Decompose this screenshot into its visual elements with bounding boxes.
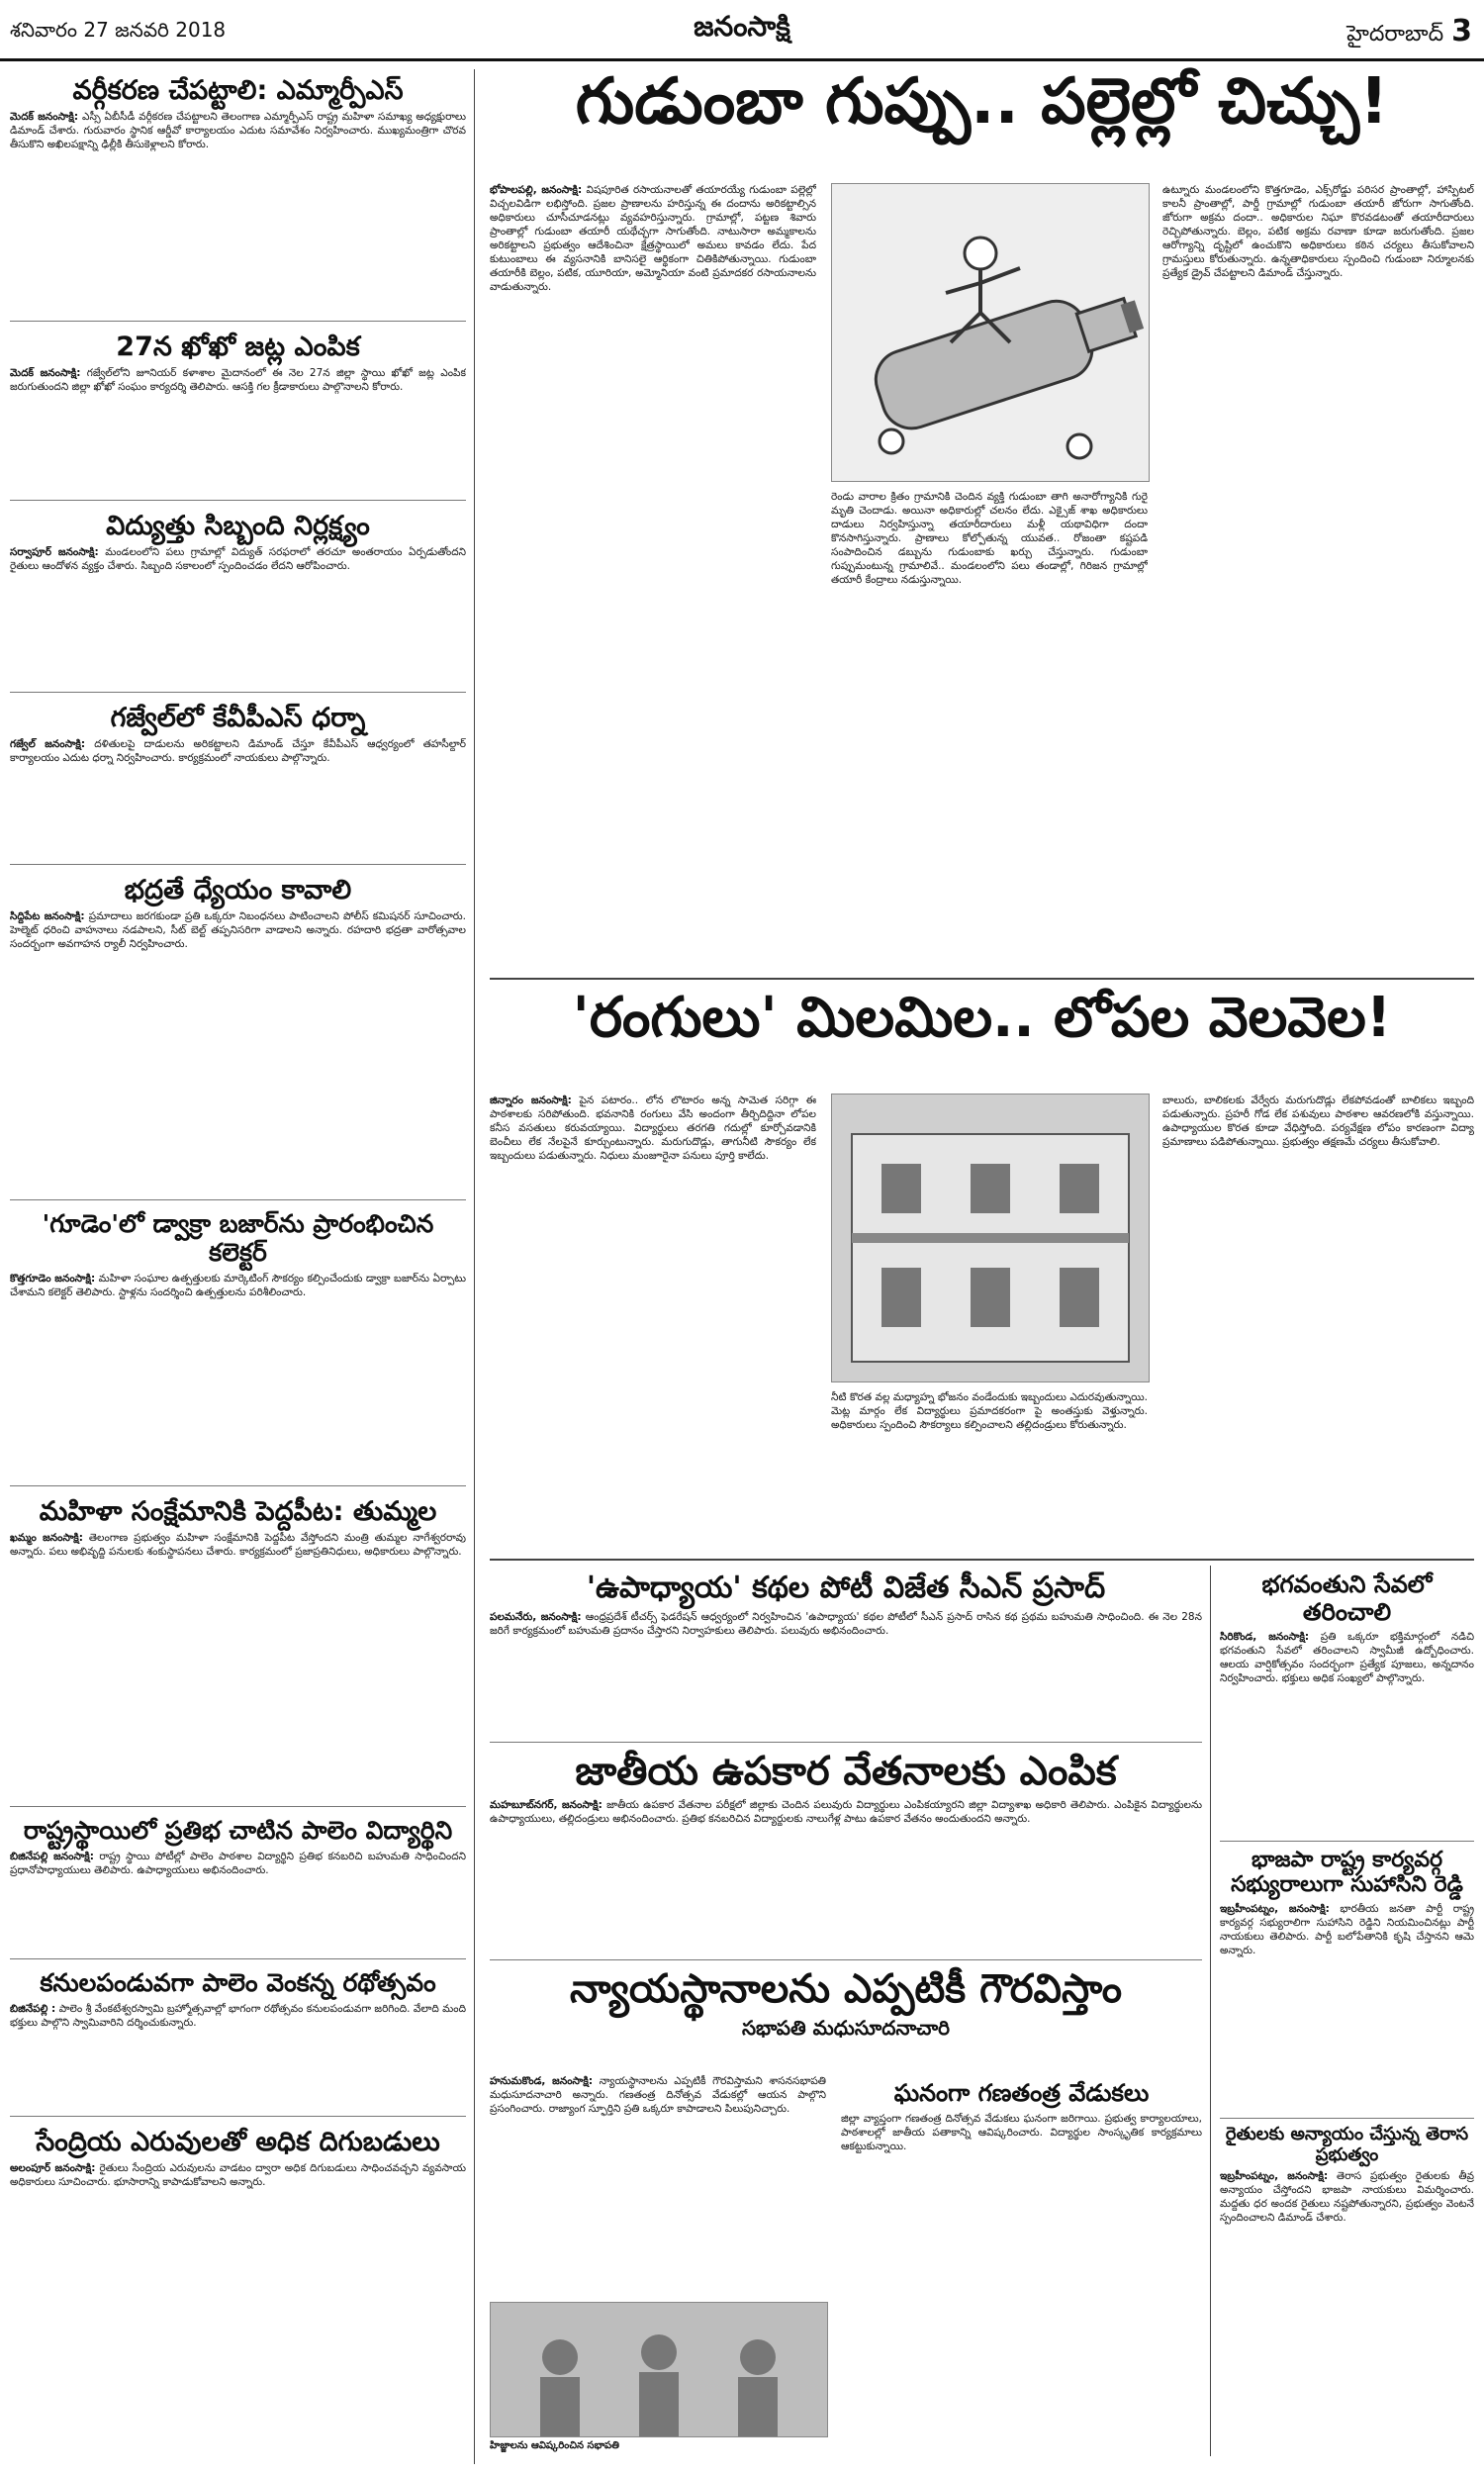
issue-date: శనివారం 27 జనవరి 2018 bbox=[10, 18, 227, 42]
story-headline: గజ్వేల్‌లో కేవీపీఎస్ ధర్నా bbox=[110, 703, 366, 733]
story-headline: 'గూడెం'లో డ్వాక్రా బజార్‌ను ప్రారంభించిన కలెక్టర్ bbox=[42, 1209, 434, 1267]
top-story-headline: గుడుంబా గుప్పు.. పల్లెల్లో చిచ్చు! bbox=[575, 65, 1389, 139]
story-headline: కనులపండువగా పాలెం వెంకన్న రథోత్సవం bbox=[40, 1968, 436, 1997]
brand-name: జనంసాక్షి bbox=[694, 10, 790, 43]
story-palem-rathotsavam bbox=[10, 1963, 466, 2117]
bjp-body: ఇబ్రహీంపట్నం, జనంసాక్షి: భారతీయ జనతా పార్టీ రాష్ట్ర కార్యవర్గ సభ్యురాలిగా సుహాసిని రెడ్డిని నియమించినట్లు పార్టీ నాయకులు తెలిపారు. పార్టీ బలోపేతానికి కృషి చేస్తానని ఆమె అన్నారు. bbox=[1220, 1902, 1474, 1956]
bhagavanta-headline: భగవంతుని సేవలో తరించాలి bbox=[1261, 1571, 1433, 1626]
story-headline: రాష్ట్రస్థాయిలో ప్రతిభ చాటిన పాలెం విద్యార్థిని bbox=[23, 1816, 453, 1845]
divider bbox=[490, 978, 1474, 980]
top-story-col2: రెండు వారాల క్రితం గ్రామానికి చెందిన వ్యక్తి గుడుంబా తాగి అనారోగ్యానికి గురై మృతి చెందాడు. అయినా అధికారుల్లో చలనం లేదు. ఎక్సైజ్ శాఖ అధికారులు దాడులు నిర్వహిస్తున్నా తయారీదారులు మళ్లీ యథావిధిగా దందా కొనసాగిస్తున్నారు. ప్రాణాలు కోల్పోతున్న యువత.. రోజంతా కష్టపడి సంపాదించిన డబ్బును గుడుంబాకు ఖర్చు చేస్తున్నారు. గుడుంబా గుప్పుమంటున్న గ్రామాలివే.. మండలంలోని పలు తండాల్లో, గిరిజన గ్రామాల్లో తయారీ కేంద్రాలు నడుస్తున్నాయి. bbox=[831, 491, 1148, 586]
story-body: సిద్దిపేట జనంసాక్షి: ప్రమాదాలు జరగకుండా ప్రతి ఒక్కరూ నిబంధనలు పాటించాలని పోలీస్ కమిషనర్ సూచించారు. హెల్మెట్ ధరించి వాహనాలు నడపాలని, సీట్ బెల్ట్ తప్పనిసరిగా వాడాలని అన్నారు. రహదారి భద్రతా వారోత్సవాల సందర్భంగా అవగాహన ర్యాలీ నిర్వహించారు. bbox=[10, 910, 466, 951]
city-name: హైదరాబాద్ bbox=[1346, 22, 1444, 47]
story-headline: సేంద్రియ ఎరువులతో అధిక దిగుబడులు bbox=[36, 2127, 440, 2157]
story-electricity bbox=[10, 505, 466, 693]
top-story-col1: భోపాలపల్లి, జనంసాక్షి: విషపూరిత రసాయనాలతో తయారయ్యే గుడుంబా పల్లెల్లో విచ్చలవిడిగా లభిస్తోంది. ప్రజల ప్రాణాలను హరిస్తున్న ఈ దందాను అరికట్టాల్సిన అధికారులు చూసీచూడనట్లు వ్యవహరిస్తున్నారు. గ్రామాల్లో, పట్టణ శివారు ప్రాంతాల్లో గుడుంబా తయారీ యథేచ్ఛగా సాగుతోంది. నాటుసారా అమ్మకాలను అరికట్టాలని ప్రభుత్వం ఆదేశించినా క్షేత్రస్థాయిలో అమలు కావడం లేదు. పేద కుటుంబాలు ఈ వ్యసనానికి బానిసలై ఆర్థికంగా చితికిపోతున్నాయి. గుడుంబా తయారీకి బెల్లం, పటిక, యూరియా, అమ్మోనియా వంటి ప్రమాదకర రసాయనాలను వాడుతున్నారు. bbox=[490, 184, 816, 293]
left-column bbox=[10, 69, 475, 2464]
justice-story bbox=[490, 1959, 1202, 2454]
story-body: బిజినేపల్లి జనంసాక్షి: రాష్ట్ర స్థాయి పోటీల్లో పాలెం పాఠశాల విద్యార్థిని ప్రతిభ కనబరిచి బహుమతి సాధించిందని ప్రధానోపాధ్యాయులు తెలిపారు. ఉపాధ్యాయులు అభినందించారు. bbox=[10, 1850, 466, 1876]
story-dwcra-bazaar bbox=[10, 1204, 466, 1486]
upadhyaya-body: పలమనేరు, జనంసాక్షి: ఆంధ్రప్రదేశ్ టీచర్స్ ఫెడరేషన్ ఆధ్వర్యంలో నిర్వహించిన 'ఉపాధ్యాయ' కథల పోటీలో సీఎన్ ప్రసాద్ రాసిన కథ ప్రథమ బహుమతి సాధించింది. ఈ నెల 28న జరిగే కార్యక్రమంలో బహుమతి ప్రదానం చేస్తారని నిర్వాహకులు తెలిపారు. పలువురు అభినందించారు. bbox=[490, 1610, 1202, 1637]
story-headline: విద్యుత్తు సిబ్బంది నిర్లక్ష్యం bbox=[106, 511, 370, 541]
scholarship-body: మహబూబ్‌నగర్, జనంసాక్షి: జాతీయ ఉపకార వేతనాల పరీక్షలో జిల్లాకు చెందిన పలువురు విద్యార్థులు ఎంపికయ్యారని జిల్లా విద్యాశాఖ అధికారి తెలిపారు. ఎంపికైన విద్యార్థులను ఉపాధ్యాయులు, తల్లిదండ్రులు అభినందించారు. ప్రతిభ కనబరిచిన విద్యార్థులకు నాలుగేళ్ల పాటు ఉపకార వేతనం అందుతుందని అన్నారు. bbox=[490, 1799, 1202, 1825]
story-headline: వర్గీకరణ చేపట్టాలి: ఎమ్మార్పీఎస్ bbox=[72, 75, 404, 106]
justice-photo-caption: హిజ్జాలను ఆవిష్కరించిన సభాపతి bbox=[490, 2440, 619, 2451]
divider-vertical bbox=[1210, 1566, 1211, 2456]
bjp-headline: భాజపా రాష్ట్ర కార్యవర్గ సభ్యురాలుగా సుహాసిని రెడ్డి bbox=[1231, 1848, 1463, 1898]
second-story-headline: 'రంగులు' మిలమిల.. లోపల వెలవెల! bbox=[572, 986, 1392, 1050]
story-headline: 27న ఖోఖో జట్ల ఎంపిక bbox=[116, 332, 360, 362]
story-palem-student bbox=[10, 1811, 466, 1959]
bhagavanta-body: సిరికొండ, జనంసాక్షి: ప్రతి ఒక్కరూ భక్తిమార్గంలో నడిచి భగవంతుని సేవలో తరించాలని స్వామీజీ ఉద్బోధించారు. ఆలయ వార్షికోత్సవం సందర్భంగా ప్రత్యేక పూజలు, అన్నదానం నిర్వహించారు. భక్తులు అధిక సంఖ్యలో పాల్గొన్నారు. bbox=[1220, 1631, 1474, 1685]
second-story-lead: జిన్నారం జనంసాక్షి: bbox=[490, 1095, 572, 1106]
second-story-col1: జిన్నారం జనంసాక్షి: పైన పటారం.. లోన లొటారం అన్న సామెత సరిగ్గా ఈ పాఠశాలకు సరిపోతుంది. భవనానికి రంగులు వేసి అందంగా తీర్చిదిద్దినా లోపల కనీస వసతులు కరువయ్యాయి. విద్యార్థులు తరగతి గదుల్లో కూర్చోవడానికి బెంచీలు లేక నేలపైనే కూర్చుంటున్నారు. మరుగుదొడ్లు, తాగునీటి సౌకర్యం లేక ఇబ్బందులు పడుతున్నారు. నిధులు మంజూరైనా పనులు పూర్తి కాలేదు. bbox=[490, 1095, 816, 1162]
justice-headline: న్యాయస్థానాలను ఎప్పటికీ గౌరవిస్తాం bbox=[569, 1966, 1123, 2012]
story-body: గజ్వేల్ జనంసాక్షి: దళితులపై దాడులను అరికట్టాలని డిమాండ్ చేస్తూ కేవీపీఎస్ ఆధ్వర్యంలో తహసీల్దార్ కార్యాలయం ఎదుట ధర్నా నిర్వహించారు. కార్యక్రమంలో నాయకులు పాల్గొన్నారు. bbox=[10, 738, 466, 765]
justice-subhead: సభాపతి మధుసూదనాచారి bbox=[741, 2016, 951, 2040]
page-label bbox=[1346, 14, 1472, 51]
second-story-col2: నీటి కొరత వల్ల మధ్యాహ్న భోజనం వండేందుకు ఇబ్బందులు ఎదురవుతున్నాయి. మెట్ల మార్గం లేక విద్యార్థులు ప్రమాదకరంగా పై అంతస్తుకు వెళ్తున్నారు. అధికారులు స్పందించి సౌకర్యాలు కల్పించాలని తల్లిదండ్రులు కోరుతున్నారు. bbox=[831, 1391, 1148, 1431]
justice-body: హనుమకొండ, జనంసాక్షి: న్యాయస్థానాలను ఎప్పటికీ గౌరవిస్తామని శాసనసభాపతి మధుసూదనాచారి అన్నారు. గణతంత్ర దినోత్సవ వేడుకల్లో ఆయన పాల్గొని ప్రసంగించారు. రాజ్యాంగ స్ఫూర్తిని ప్రతి ఒక్కరూ కాపాడాలని పిలుపునిచ్చారు. bbox=[490, 2075, 826, 2115]
farmers-story bbox=[1220, 2118, 1474, 2454]
story-body: సర్వాపూర్ జనంసాక్షి: మండలంలోని పలు గ్రామాల్లో విద్యుత్ సరఫరాలో తరచూ అంతరాయం ఏర్పడుతోందని రైతులు ఆందోళన వ్యక్తం చేశారు. సిబ్బంది సకాలంలో స్పందించడం లేదని ఆరోపించారు. bbox=[10, 546, 466, 573]
page-number: 3 bbox=[1451, 14, 1472, 48]
divider bbox=[490, 1559, 1474, 1561]
republic-day-headline: ఘనంగా గణతంత్ర వేడుకలు bbox=[893, 2079, 1150, 2107]
main-area bbox=[490, 65, 1474, 2464]
story-kvps-dharna bbox=[10, 697, 466, 865]
story-women-welfare bbox=[10, 1490, 466, 1807]
scholarship-story bbox=[490, 1742, 1202, 1950]
story-headline: భద్రతే ధ్యేయం కావాలి bbox=[124, 875, 352, 905]
top-story-lead: భోపాలపల్లి, జనంసాక్షి: bbox=[490, 184, 583, 196]
bhagavanta-story bbox=[1220, 1566, 1474, 1833]
story-body: కొత్తగూడెం జనంసాక్షి: మహిళా సంఘాల ఉత్పత్తులకు మార్కెటింగ్ సౌకర్యం కల్పించేందుకు డ్వాక్రా బజార్‌ను ఏర్పాటు చేశామని కలెక్టర్ తెలిపారు. స్టాళ్లను సందర్శించి ఉత్పత్తులను పరిశీలించారు. bbox=[10, 1272, 466, 1298]
story-headline: మహిళా సంక్షేమానికి పెద్దపీట: తుమ్మల bbox=[39, 1496, 437, 1527]
gudumba-illustration bbox=[831, 183, 1150, 482]
upadhyaya-headline: 'ఉపాధ్యాయ' కథల పోటీ విజేత సీఎన్ ప్రసాద్ bbox=[586, 1571, 1106, 1605]
scholarship-headline: జాతీయ ఉపకార వేతనాలకు ఎంపిక bbox=[575, 1749, 1117, 1794]
republic-day-substory bbox=[841, 2074, 1202, 2450]
story-body: మెదక్ జనంసాక్షి: గజ్వేల్‌లోని జూనియర్ కళాశాల మైదానంలో ఈ నెల 27న జిల్లా స్థాయి ఖోఖో జట్ల ఎంపిక జరుగుతుందని జిల్లా ఖోఖో సంఘం కార్యదర్శి తెలిపారు. ఆసక్తి గల క్రీడాకారులు పాల్గొనాలని కోరారు. bbox=[10, 367, 466, 394]
bjp-story bbox=[1220, 1841, 1474, 2108]
justice-photo bbox=[490, 2302, 828, 2437]
story-kho-kho bbox=[10, 326, 466, 501]
top-story-col3: ఉట్నూరు మండలంలోని కొత్తగూడెం, ఎక్స్‌రోడ్డు పరిసర ప్రాంతాల్లో, హాస్పిటల్ కాలనీ ప్రాంతాల్లో, పార్డీ గ్రామాల్లో గుడుంబా తయారీ జోరుగా సాగుతోంది. జోరుగా అక్రమ దందా.. అధికారుల నిఘా కొరవడటంతో తయారీదారులు రెచ్చిపోతున్నారు. బెల్లం, పటిక అక్రమ రవాణా కూడా జరుగుతోంది. ప్రజల ఆరోగ్యాన్ని దృష్టిలో ఉంచుకొని అధికారులు కఠిన చర్యలు తీసుకోవాలని గ్రామస్తులు కోరుతున్నారు. ఉన్నతాధికారులు స్పందించి గుడుంబా నిర్మూలనకు ప్రత్యేక డ్రైవ్ చేపట్టాలని డిమాండ్ చేస్తున్నారు. bbox=[1162, 184, 1474, 279]
brand-logo bbox=[0, 10, 1484, 49]
second-story-col3: బాలురు, బాలికలకు వేర్వేరు మరుగుదొడ్లు లేకపోవడంతో బాలికలు ఇబ్బంది పడుతున్నారు. ప్రహరీ గోడ లేక పశువులు పాఠశాల ఆవరణలోకి వస్తున్నాయి. ఉపాధ్యాయుల కొరత కూడా వేధిస్తోంది. పర్యవేక్షణ లోపం కారణంగా విద్యా ప్రమాణాలు పడిపోతున్నాయి. ప్రభుత్వం తక్షణమే చర్యలు తీసుకోవాలి. bbox=[1162, 1095, 1474, 1148]
farmers-headline: రైతులకు అన్యాయం చేస్తున్న తెరాస ప్రభుత్వం bbox=[1225, 2124, 1469, 2165]
story-vargikarana bbox=[10, 69, 466, 322]
republic-day-body: జిల్లా వ్యాప్తంగా గణతంత్ర దినోత్సవ వేడుకలు ఘనంగా జరిగాయి. ప్రభుత్వ కార్యాలయాలు, పాఠశాలల్లో జాతీయ పతాకాన్ని ఆవిష్కరించారు. విద్యార్థుల సాంస్కృతిక కార్యక్రమాలు ఆకట్టుకున్నాయి. bbox=[841, 2112, 1202, 2152]
masthead bbox=[0, 0, 1484, 61]
story-body: ఖమ్మం జనంసాక్షి: తెలంగాణ ప్రభుత్వం మహిళా సంక్షేమానికి పెద్దపీట వేస్తోందని మంత్రి తుమ్మల నాగేశ్వరరావు అన్నారు. పలు అభివృద్ధి పనులకు శంకుస్థాపనలు చేశారు. కార్యక్రమంలో ప్రజాప్రతినిధులు, అధికారులు పాల్గొన్నారు. bbox=[10, 1532, 466, 1559]
farmers-body: ఇబ్రహీంపట్నం, జనంసాక్షి: తెరాస ప్రభుత్వం రైతులకు తీవ్ర అన్యాయం చేస్తోందని భాజపా నాయకులు విమర్శించారు. మద్దతు ధర అందక రైతులు నష్టపోతున్నారని, ప్రభుత్వం వెంటనే స్పందించాలని డిమాండ్ చేశారు. bbox=[1220, 2170, 1474, 2225]
school-building-photo bbox=[831, 1094, 1150, 1382]
upadhyaya-story bbox=[490, 1566, 1202, 1734]
story-organic-fertilizer bbox=[10, 2121, 466, 2273]
story-body: బిజినేపల్లి : పాలెం శ్రీ వేంకటేశ్వరస్వామి బ్రహ్మోత్సవాల్లో భాగంగా రథోత్సవం కనులపండువగా జరిగింది. వేలాది మంది భక్తులు పాల్గొని స్వామివారిని దర్శించుకున్నారు. bbox=[10, 2002, 466, 2029]
story-safety bbox=[10, 869, 466, 1200]
story-body: మెదక్ జనంసాక్షి: ఎస్సీ ఏబీసీడీ వర్గీకరణ చేపట్టాలని తెలంగాణ ఎమ్మార్పీఎస్ రాష్ట్ర మహిళా సమాఖ్య అధ్యక్షురాలు డిమాండ్ చేశారు. గురువారం స్థానిక ఆర్డీవో కార్యాలయం ఎదుట సమావేశం నిర్వహించారు. ముఖ్యమంత్రిగా చొరవ తీసుకొని అఖిలపక్షాన్ని ఢిల్లీకి తీసుకెళ్లాలని కోరారు. bbox=[10, 111, 466, 151]
story-body: అలంపూర్ జనంసాక్షి: రైతులు సేంద్రియ ఎరువులను వాడటం ద్వారా అధిక దిగుబడులు సాధించవచ్చని వ్యవసాయ అధికారులు సూచించారు. భూసారాన్ని కాపాడుకోవాలని అన్నారు. bbox=[10, 2162, 466, 2189]
